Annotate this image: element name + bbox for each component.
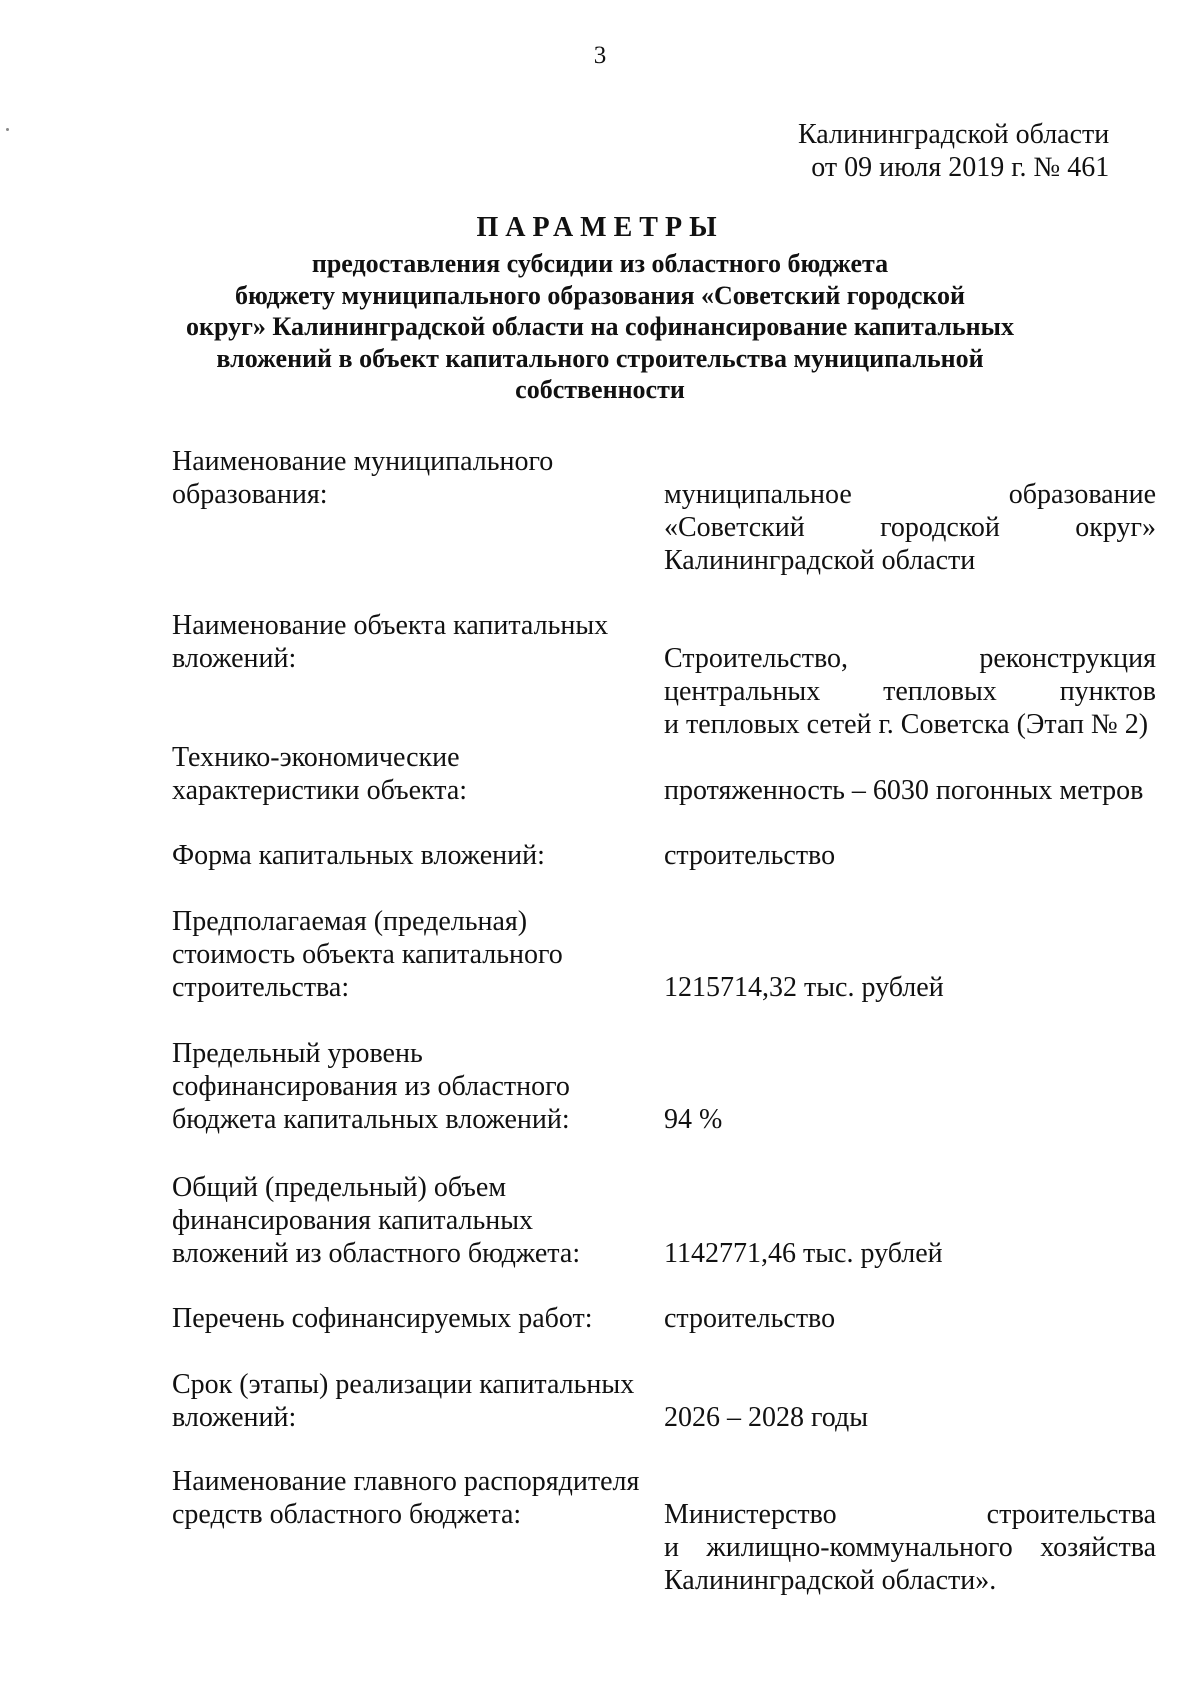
- subtitle-line: собственности: [515, 375, 685, 404]
- subtitle-line: предоставления субсидии из областного бюджета: [311, 249, 889, 278]
- reference-region: Калининградской области: [798, 119, 1110, 150]
- subtitle-line: бюджету муниципального образования «Советский городской: [235, 280, 965, 310]
- param-value-object-name: Строительство, реконструкция центральных тепловых пунктов и тепловых сетей г. Советска (Этап № 2): [664, 643, 1156, 740]
- param-label-investment-form: Форма капитальных вложений:: [172, 840, 545, 871]
- param-label-cofinancing-level: Предельный уровень софинансирования из областного бюджета капитальных вложений:: [172, 1038, 570, 1135]
- document-subtitle: [150, 248, 1050, 406]
- param-label-chief-administrator: Наименование главного распорядителя средств областного бюджета:: [172, 1466, 640, 1530]
- param-value-cofinancing-level: 94 %: [664, 1104, 723, 1135]
- param-label-estimated-cost: Предполагаемая (предельная) стоимость объекта капитального строительства:: [172, 906, 563, 1003]
- param-label-implementation-period: Срок (этапы) реализации капитальных вложений:: [172, 1369, 635, 1433]
- param-value-characteristics: протяженность – 6030 погонных метров: [664, 775, 1144, 806]
- subtitle-line: вложений в объект капитального строительства муниципальной: [216, 343, 984, 373]
- subtitle-line: округ» Калининградской области на софинансирование капитальных: [186, 312, 1014, 341]
- param-value-municipality: муниципальное образование «Советский городской округ» Калининградской области: [664, 479, 1156, 576]
- param-label-characteristics: Технико-экономические характеристики объекта:: [172, 742, 468, 806]
- document-reference: [798, 118, 1109, 184]
- param-value-works-list: строительство: [664, 1303, 836, 1334]
- param-value-estimated-cost: 1215714,32 тыс. рублей: [664, 972, 944, 1003]
- param-label-municipality: Наименование муниципального образования:: [172, 446, 554, 510]
- param-value-total-financing: 1142771,46 тыс. рублей: [664, 1238, 943, 1269]
- param-value-implementation-period: 2026 – 2028 годы: [664, 1402, 869, 1433]
- param-label-works-list: Перечень софинансируемых работ:: [172, 1303, 593, 1334]
- param-label-object-name: Наименование объекта капитальных вложений:: [172, 610, 609, 674]
- reference-date-number: от 09 июля 2019 г. № 461: [811, 152, 1110, 183]
- param-label-total-financing: Общий (предельный) объем финансирования капитальных вложений из областного бюджета:: [172, 1172, 581, 1269]
- page-number: 3: [593, 42, 607, 69]
- param-value-investment-form: строительство: [664, 840, 836, 871]
- document-title: ПАРАМЕТРЫ: [476, 212, 724, 243]
- scan-artifact: [6, 128, 9, 131]
- param-value-chief-administrator: Министерство строительства и жилищно-коммунального хозяйства Калининградской области».: [664, 1499, 1156, 1596]
